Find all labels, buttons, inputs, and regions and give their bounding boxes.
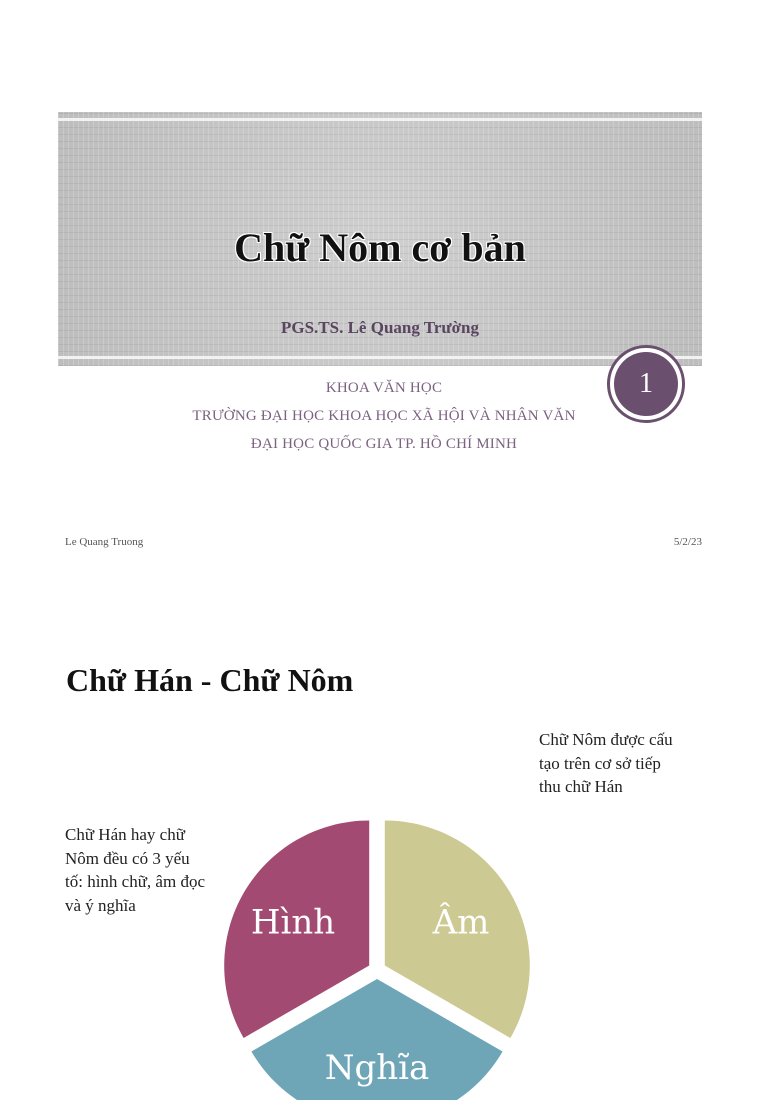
author-name: PGS.TS. Lê Quang Trường [280,318,479,337]
slide-number: 1 [614,352,678,416]
note-left: Chữ Hán hay chữ Nôm đều có 3 yếu tố: hình chữ, âm đọc và ý nghĩa [65,825,205,915]
note-right: Chữ Nôm được cấu tạo trên cơ sở tiếp thu chữ Hán [539,730,673,796]
pie-label-2: Nghĩa [324,1048,430,1088]
banner-bottom-line [58,356,702,359]
pie-label-3: Hình [250,902,336,943]
footer-author: Le Quang Truong [65,536,144,548]
slide-title: Chữ Hán - Chữ Nôm [66,662,354,698]
pie-label-1: Âm [432,902,490,943]
footer-date: 5/2/23 [673,536,702,548]
national-university-name: ĐẠI HỌC QUỐC GIA TP. HỒ CHÍ MINH [250,436,518,452]
faculty-name: KHOA VĂN HỌC [325,380,443,396]
content-slide [0,580,768,1088]
banner-top-line [58,118,702,121]
university-name: TRƯỜNG ĐẠI HỌC KHOA HỌC XÃ HỘI VÀ NHÂN VĂN [192,408,576,424]
pie-chart [220,770,550,1100]
title-banner [58,112,702,366]
slide-title: Chữ Nôm cơ bản [234,225,526,270]
